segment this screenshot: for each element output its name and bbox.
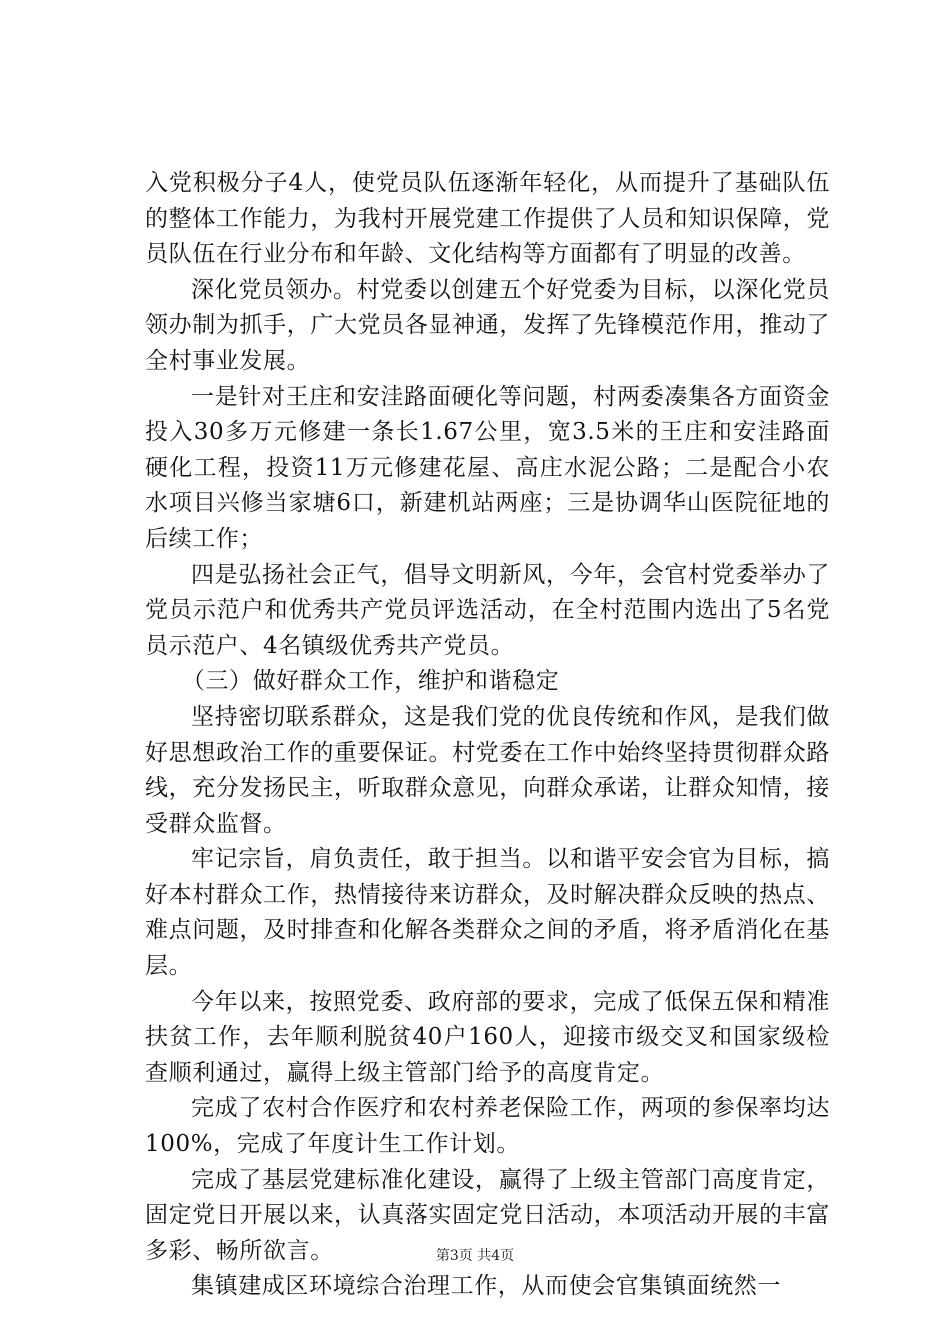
paragraph-9: 完成了基层党建标准化建设，赢得了上级主管部门高度肯定，固定党日开展以来，认真落实固定党日活动，本项活动开展的丰富多彩、畅所欲言。 [145, 1166, 830, 1264]
page-footer: 第3页 共4页 [435, 1248, 515, 1264]
paragraph-1: 入党积极分子4人，使党员队伍逐渐年轻化，从而提升了基础队伍的整体工作能力，为我村开展党建工作提供了人员和知识保障，党员队伍在行业分布和年龄、文化结构等方面都有了明显的改善。 [145, 170, 830, 268]
document-body [145, 166, 830, 1305]
paragraph-5: 坚持密切联系群众，这是我们党的优良传统和作风，是我们做好思想政治工作的重要保证。村党委在工作中始终坚持贯彻群众路线，充分发扬民主，听取群众意见，向群众承诺，让群众知情，接受群众监督。 [145, 703, 830, 837]
paragraph-2: 深化党员领办。村党委以创建五个好党委为目标，以深化党员领办制为抓手，广大党员各显神通，发挥了先锋模范作用，推动了全村事业发展。 [145, 276, 830, 374]
paragraph-7: 今年以来，按照党委、政府部的要求，完成了低保五保和精准扶贫工作，去年顺利脱贫40户160人，迎接市级交叉和国家级检查顺利通过，赢得上级主管部门给予的高度肯定。 [145, 988, 830, 1086]
section-heading: （三）做好群众工作，维护和谐稳定 [181, 668, 560, 695]
paragraph-8: 完成了农村合作医疗和农村养老保险工作，两项的参保率均达100%，完成了年度计生工作计划。 [145, 1095, 830, 1158]
paragraph-3: 一是针对王庄和安洼路面硬化等问题，村两委凑集各方面资金投入30多万元修建一条长1.67公里，宽3.5米的王庄和安洼路面硬化工程，投资11万元修建花屋、高庄水泥公路；二是配合小农水项目兴修当家塘6口，新建机站两座；三是协调华山医院征地的后续工作； [145, 383, 830, 552]
paragraph-6: 牢记宗旨，肩负责任，敢于担当。以和谐平安会官为目标，搞好本村群众工作，热情接待来访群众，及时解决群众反映的热点、难点问题，及时排查和化解各类群众之间的矛盾，将矛盾消化在基层。 [145, 846, 830, 980]
paragraph-10: 集镇建成区环境综合治理工作，从而使会官集镇面统然一 [191, 1273, 781, 1300]
paragraph-4: 四是弘扬社会正气，倡导文明新风，今年，会官村党委举办了党员示范户和优秀共产党员评选活动，在全村范围内选出了5名党员示范户、4名镇级优秀共产党员。 [145, 561, 830, 659]
